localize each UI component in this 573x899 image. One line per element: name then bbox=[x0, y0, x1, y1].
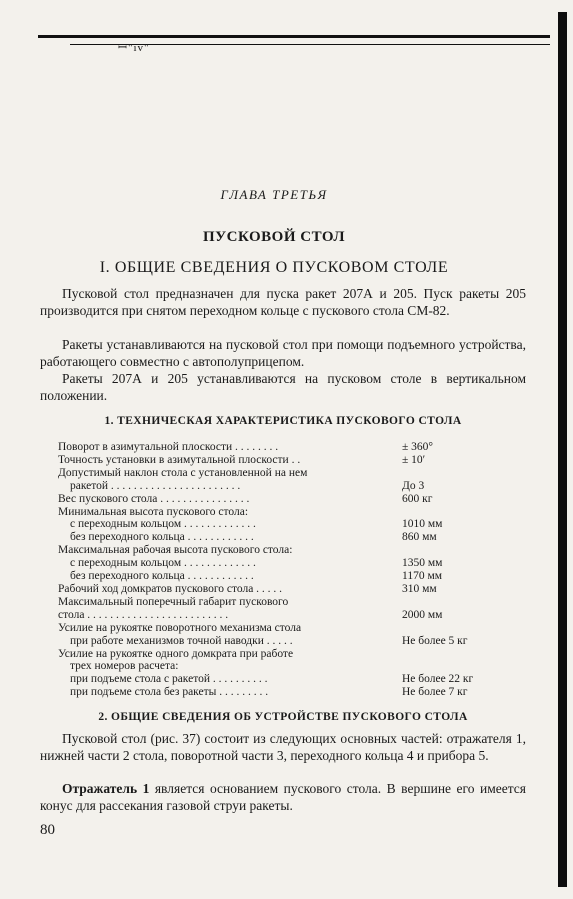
spec-row bbox=[58, 493, 488, 506]
spec-row bbox=[58, 506, 488, 519]
spec-row bbox=[58, 596, 488, 609]
spec-value: 310 мм bbox=[402, 582, 437, 595]
intro-paragraph-1: Пусковой стол предназначен для пуска ракет 207А и 205. Пуск ракеты 205 производится при снятом переходном кольце с пускового стола СМ-82. bbox=[40, 286, 526, 318]
spec-value: 2000 мм bbox=[402, 608, 443, 621]
header-mark: ꟷ"ıv" bbox=[118, 42, 150, 54]
spec-label: при подъеме стола с ракетой . . . . . . . . . . bbox=[70, 673, 268, 686]
spec-row bbox=[58, 635, 488, 648]
structure-paragraph-2 bbox=[40, 781, 526, 814]
intro-paragraph-2: Ракеты устанавливаются на пусковой стол при помощи подъемного устройства, работающего совместно с автополуприцепом. bbox=[40, 337, 526, 369]
intro-paragraph-3: Ракеты 207А и 205 устанавливаются на пусковом столе в вертикальном положении. bbox=[40, 371, 526, 403]
spec-value: 860 мм bbox=[402, 531, 437, 544]
spec-value bbox=[398, 596, 488, 609]
spec-label: Усилие на рукоятке поворотного механизма стола bbox=[58, 621, 302, 634]
spec-value: До 3 bbox=[402, 479, 425, 492]
spec-label: трех номеров расчета: bbox=[70, 660, 179, 673]
spec-table bbox=[58, 441, 488, 699]
spec-label: Допустимый наклон стола с установленной на нем bbox=[58, 466, 308, 479]
spec-value bbox=[398, 544, 488, 557]
spec-row bbox=[58, 531, 488, 544]
spec-value bbox=[398, 660, 488, 673]
spec-label: с переходным кольцом . . . . . . . . . . . . . bbox=[70, 518, 256, 531]
spec-value: Не более 7 кг bbox=[402, 686, 468, 699]
spec-label: Максимальный поперечный габарит пускового bbox=[58, 595, 289, 608]
spec-label: Усилие на рукоятке одного домкрата при работе bbox=[58, 647, 294, 660]
spec-label: Рабочий ход домкратов пускового стола . . . . . bbox=[58, 582, 283, 595]
top-rule-thick bbox=[38, 35, 550, 38]
spec-value: Не более 5 кг bbox=[402, 634, 468, 647]
spec-row bbox=[58, 454, 488, 467]
spec-row bbox=[58, 441, 488, 454]
term-reflector: Отражатель 1 bbox=[62, 781, 150, 796]
spec-value: ± 360° bbox=[402, 441, 434, 453]
spec-row bbox=[58, 622, 488, 635]
spec-value: Не более 22 кг bbox=[402, 673, 474, 686]
structure-paragraph-1: Пусковой стол (рис. 37) состоит из следующих основных частей: отражателя 1, нижней части 2 стола, поворотной части 3, переходного кольца 4 и прибора 5. bbox=[40, 731, 526, 763]
spec-row bbox=[58, 557, 488, 570]
spec-label: без переходного кольца . . . . . . . . . . . . bbox=[70, 570, 254, 583]
spec-row bbox=[58, 686, 488, 699]
spec-label: стола . . . . . . . . . . . . . . . . . . . . . . . . . bbox=[58, 608, 229, 621]
page-number: 80 bbox=[40, 822, 55, 838]
spec-row bbox=[58, 609, 488, 622]
spec-value bbox=[398, 648, 488, 661]
spec-row bbox=[58, 480, 488, 493]
spec-row bbox=[58, 648, 488, 661]
spec-label: Точность установки в азимутальной плоскости . . bbox=[58, 453, 301, 466]
spec-value: 1350 мм bbox=[402, 557, 443, 570]
spec-label: Вес пускового стола . . . . . . . . . . . . . . . . bbox=[58, 492, 250, 505]
structure-paragraph-2-text: является основанием пускового стола. В вершине его имеется конус для рассекания газовой струи ракеты. bbox=[40, 781, 526, 813]
spec-value: 1010 мм bbox=[402, 518, 443, 531]
spec-label: при подъеме стола без ракеты . . . . . . . . . bbox=[70, 686, 269, 699]
subsection-heading-structure: 2. ОБЩИЕ СВЕДЕНИЯ ОБ УСТРОЙСТВЕ ПУСКОВОГО СТОЛА bbox=[98, 711, 468, 723]
spec-label: ракетой . . . . . . . . . . . . . . . . . . . . . . . bbox=[70, 479, 241, 492]
spec-value bbox=[398, 506, 488, 519]
spec-row bbox=[58, 673, 488, 686]
spec-row bbox=[58, 570, 488, 583]
spec-label: Минимальная высота пускового стола: bbox=[58, 505, 249, 518]
spec-value: 600 кг bbox=[402, 492, 433, 505]
chapter-label: ГЛАВА ТРЕТЬЯ bbox=[220, 187, 328, 202]
spec-label: Максимальная рабочая высота пускового стола: bbox=[58, 544, 293, 557]
spec-label: с переходным кольцом . . . . . . . . . . . . . bbox=[70, 557, 256, 570]
spec-row bbox=[58, 518, 488, 531]
spec-row bbox=[58, 660, 488, 673]
page-edge-shadow bbox=[558, 12, 567, 887]
spec-label: при работе механизмов точной наводки . . . . . bbox=[70, 634, 293, 647]
spec-label: без переходного кольца . . . . . . . . . . . . bbox=[70, 531, 254, 544]
spec-row bbox=[58, 467, 488, 480]
spec-value: ± 10′ bbox=[402, 453, 426, 466]
spec-value bbox=[398, 467, 488, 480]
section-heading: I. ОБЩИЕ СВЕДЕНИЯ О ПУСКОВОМ СТОЛЕ bbox=[99, 259, 449, 276]
spec-label: Поворот в азимутальной плоскости . . . . . . . . bbox=[58, 441, 279, 453]
subsection-heading-specs: 1. ТЕХНИЧЕСКАЯ ХАРАКТЕРИСТИКА ПУСКОВОГО СТОЛА bbox=[104, 415, 462, 427]
spec-row bbox=[58, 544, 488, 557]
page-title: ПУСКОВОЙ СТОЛ bbox=[202, 229, 345, 245]
spec-row bbox=[58, 583, 488, 596]
spec-value: 1170 мм bbox=[402, 570, 443, 583]
spec-value bbox=[398, 622, 488, 635]
